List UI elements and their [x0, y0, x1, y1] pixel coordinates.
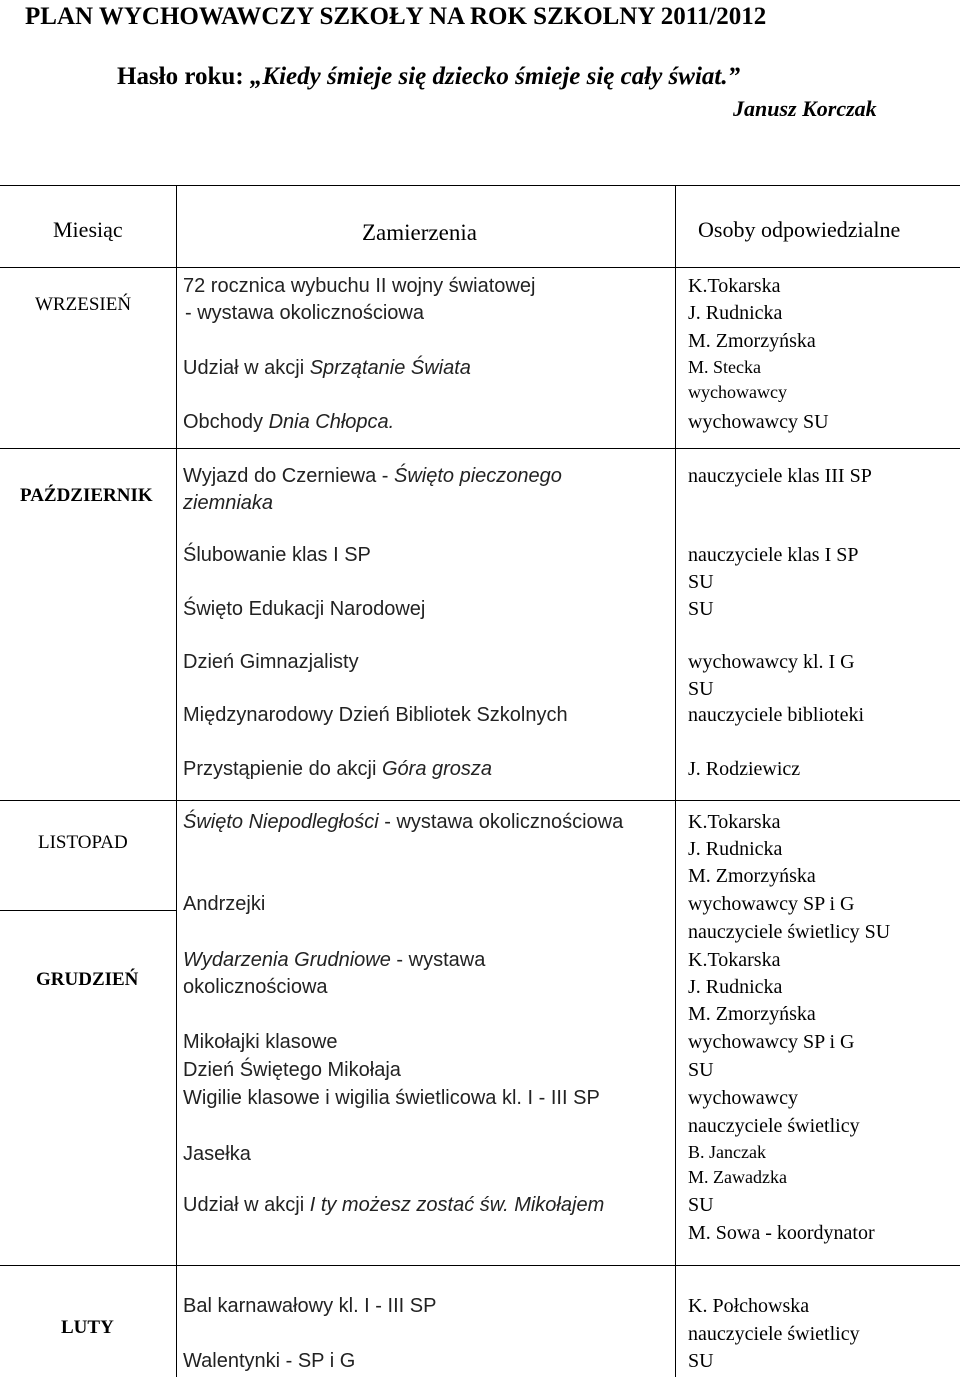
responsible-item: SU [688, 571, 714, 593]
row-border-grudzien [0, 1265, 960, 1266]
responsible-item: SU [688, 1350, 714, 1372]
goal-item: Andrzejki [183, 893, 266, 915]
goal-item: Bal karnawałowy kl. I - III SP [183, 1295, 437, 1317]
goal-item: Święto Niepodległości - wystawa okolicznościowa [183, 811, 624, 833]
goal-item: okolicznościowa [183, 976, 328, 998]
goal-item: Dzień Świętego Mikołaja [183, 1059, 401, 1081]
motto-text: „Kiedy śmieje się dziecko śmieje się cały świat.” [249, 63, 741, 90]
responsible-item: wychowawcy kl. I G [688, 651, 855, 673]
responsible-item: wychowawcy SP i G [688, 893, 855, 915]
goal-item: Udział w akcji I ty możesz zostać św. Mikołajem [183, 1194, 605, 1216]
responsible-item: K. Połchowska [688, 1295, 810, 1317]
goal-item: Wydarzenia Grudniowe - wystawa [183, 949, 486, 971]
responsible-item: nauczyciele biblioteki [688, 704, 865, 726]
responsible-item: M. Zmorzyńska [688, 1003, 816, 1025]
responsible-item: B. Janczak [688, 1142, 766, 1162]
goal-item: Międzynarodowy Dzień Bibliotek Szkolnych [183, 704, 568, 726]
goal-item: Dzień Gimnazjalisty [183, 651, 359, 673]
responsible-item: M. Stecka [688, 357, 761, 377]
goal-item: ziemniaka [183, 492, 274, 514]
responsible-item: SU [688, 1059, 714, 1081]
month-grudzien: GRUDZIEŃ [36, 969, 139, 990]
month-wrzesien: WRZESIEŃ [35, 294, 132, 315]
goal-item: Wigilie klasowe i wigilia świetlicowa kl. I - III SP [183, 1087, 600, 1109]
column-border-1 [176, 185, 177, 1377]
motto-author: Janusz Korczak [733, 96, 877, 121]
responsible-item: wychowawcy SU [688, 411, 829, 433]
goal-item: - wystawa okolicznościowa [185, 302, 424, 324]
row-border-wrzesien [0, 448, 960, 449]
row-border-listopad [0, 910, 176, 911]
responsible-item: wychowawcy [688, 1087, 798, 1109]
month-pazdziernik: PAŹDZIERNIK [20, 485, 153, 506]
goal-item: Udział w akcji Sprzątanie Świata [183, 357, 471, 379]
table-top-border [0, 185, 960, 186]
header-bottom-border [0, 267, 960, 268]
responsible-item: nauczyciele świetlicy [688, 1115, 860, 1137]
motto-label: Hasło roku: [117, 63, 244, 90]
responsible-item: J. Rudnicka [688, 838, 783, 860]
column-border-2 [675, 185, 676, 1377]
responsible-item: K.Tokarska [688, 949, 781, 971]
responsible-item: SU [688, 598, 714, 620]
responsible-item: J. Rodziewicz [688, 758, 801, 780]
goal-item: 72 rocznica wybuchu II wojny światowej [183, 275, 536, 297]
responsible-item: M. Zmorzyńska [688, 865, 816, 887]
goal-item: Ślubowanie klas I SP [183, 544, 371, 566]
column-header-month: Miesiąc [53, 217, 123, 242]
column-header-responsible: Osoby odpowiedzialne [698, 217, 901, 242]
month-luty: LUTY [61, 1317, 114, 1338]
goal-item: Mikołajki klasowe [183, 1031, 338, 1053]
responsible-item: SU [688, 1194, 714, 1216]
responsible-item: M. Sowa - koordynator [688, 1222, 875, 1244]
month-listopad: LISTOPAD [38, 832, 128, 853]
goal-item: Walentynki - SP i G [183, 1350, 356, 1372]
responsible-item: M. Zawadzka [688, 1167, 787, 1187]
responsible-item: nauczyciele klas I SP [688, 544, 859, 566]
goal-item: Święto Edukacji Narodowej [183, 598, 426, 620]
responsible-item: K.Tokarska [688, 275, 781, 297]
goal-item: Wyjazd do Czerniewa - Święto pieczonego [183, 465, 562, 487]
responsible-item: nauczyciele świetlicy [688, 1323, 860, 1345]
responsible-item: K.Tokarska [688, 811, 781, 833]
page-title: PLAN WYCHOWAWCZY SZKOŁY NA ROK SZKOLNY 2011/2012 [25, 3, 767, 30]
goal-item: Obchody Dnia Chłopca. [183, 411, 395, 433]
responsible-item: nauczyciele klas III SP [688, 465, 872, 487]
goal-item: Jasełka [183, 1143, 251, 1165]
responsible-item: J. Rudnicka [688, 302, 783, 324]
responsible-item: J. Rudnicka [688, 976, 783, 998]
column-header-goals: Zamierzenia [362, 220, 477, 245]
responsible-item: SU [688, 678, 714, 700]
responsible-item: M. Zmorzyńska [688, 330, 816, 352]
responsible-item: wychowawcy [688, 382, 787, 402]
responsible-item: wychowawcy SP i G [688, 1031, 855, 1053]
responsible-item: nauczyciele świetlicy SU [688, 921, 891, 943]
goal-item: Przystąpienie do akcji Góra grosza [183, 758, 493, 780]
row-border-pazdziernik [0, 800, 960, 801]
motto [117, 64, 740, 89]
